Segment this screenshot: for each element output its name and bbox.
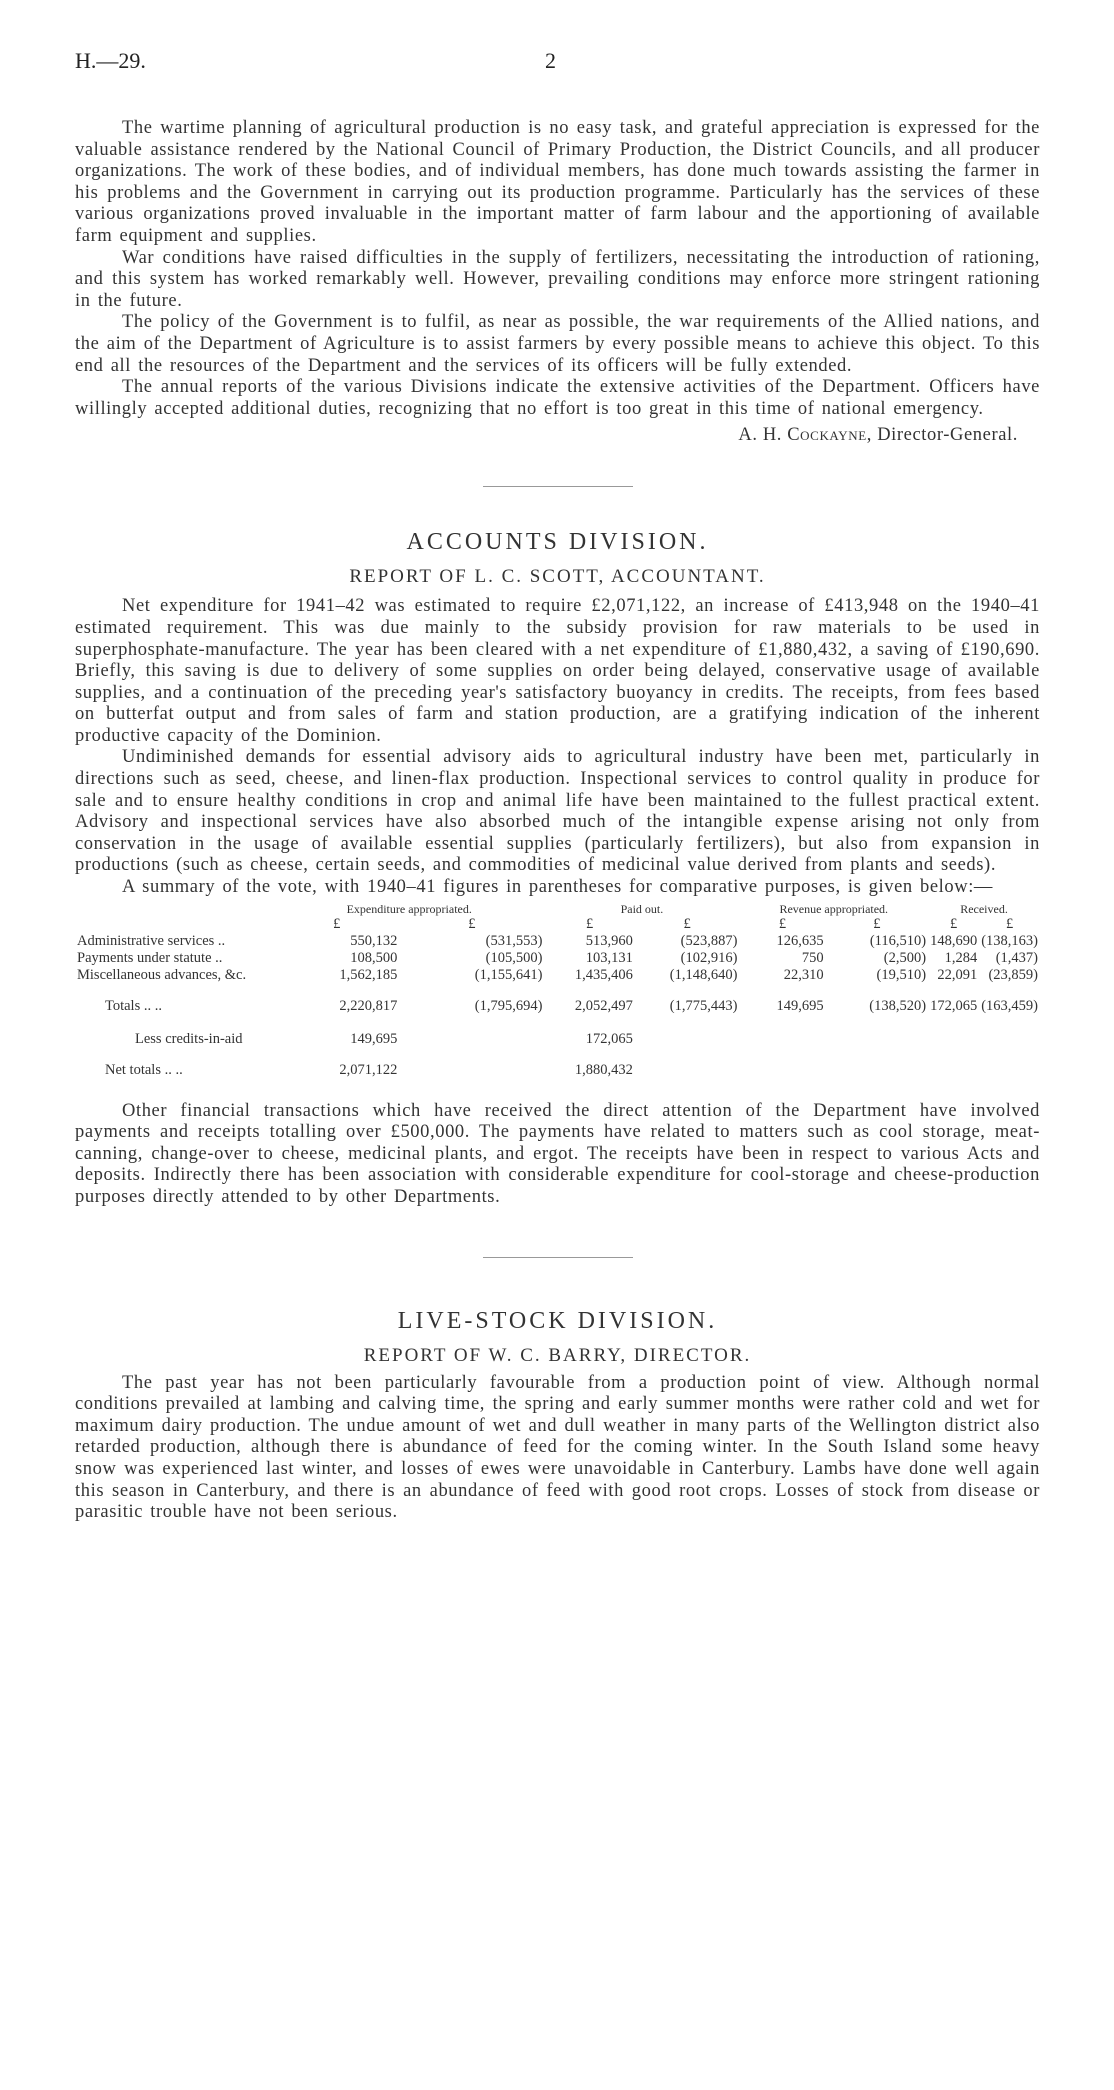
livestock-section (75, 1308, 1040, 1524)
signature-name: A. H. Cockayne, (738, 425, 872, 446)
cell: 2,052,497 (574, 997, 633, 1014)
document-code: H.—29. (75, 48, 146, 73)
cell: 126,635 (776, 932, 824, 949)
cell: (1,155,641) (474, 966, 543, 983)
cell: (138,520) (869, 997, 927, 1014)
page-body (75, 0, 1040, 1524)
cell: (1,795,694) (474, 997, 543, 1014)
section-subtitle: REPORT OF L. C. SCOTT, ACCOUNTANT. (349, 566, 766, 588)
currency-symbol: £ (1005, 915, 1014, 932)
currency-symbol: £ (468, 915, 476, 932)
table-row (75, 950, 1040, 967)
column-header: Expenditure appropriated. (346, 901, 472, 916)
cell: 149,695 (776, 997, 824, 1014)
paragraph: Other financial transactions which have received the direct attention of the Department have involved payments and receipts totalling over £500,000. The payments have related to matters such as cool storage, meat-canning, change-over to cheese, medicinal plants, and ergot. The receipts have been in respect to various Acts and deposits. Indirectly there has been association with considerable expenditure for cool-storage and cheese-production purposes directly attended to by other Departments. (75, 1100, 1040, 1207)
currency-symbol: £ (873, 915, 881, 932)
cell: 550,132 (350, 932, 398, 949)
cell: 103,131 (585, 949, 633, 966)
cell: (19,510) (876, 966, 927, 983)
page-number: 2 (545, 48, 556, 73)
cell: 172,065 (585, 1030, 633, 1047)
intro-section (75, 118, 1040, 446)
row-label: Totals .. .. (105, 997, 162, 1014)
row-label: Administrative services .. (77, 932, 226, 949)
section-title: ACCOUNTS DIVISION. (406, 529, 709, 556)
cell: 1,562,185 (339, 966, 398, 983)
cell: 108,500 (350, 949, 398, 966)
cell: 1,435,406 (574, 966, 633, 983)
table-row (75, 933, 1040, 950)
less-credits-row (75, 1031, 1040, 1048)
cell: (2,500) (883, 949, 927, 966)
currency-symbol: £ (950, 915, 958, 932)
cell: 149,695 (350, 1030, 398, 1047)
currency-symbol: £ (683, 915, 691, 932)
cell: 750 (801, 949, 824, 966)
paragraph: The policy of the Government is to fulfil, as near as possible, the war requirements of the Allied nations, and the aim of the Department of Agriculture is to assist farmers by every possible means to achieve this object. To this end all the resources of the Department and the services of its officers will be fully extended. (75, 312, 1040, 376)
cell: 513,960 (585, 932, 633, 949)
cell: 22,310 (783, 966, 824, 983)
column-header: Paid out. (620, 901, 664, 916)
paragraph: A summary of the vote, with 1940–41 figures in parentheses for comparative purposes, is given below:— (122, 877, 994, 898)
row-label: Miscellaneous advances, &c. (77, 966, 247, 983)
paragraph: The wartime planning of agricultural production is no easy task, and grateful appreciation is expressed for the valuable assistance rendered by the National Council of Primary Production, the District Councils, and all producer organizations. The work of these bodies, and of individual members, has done much towards assisting the farmer in his problems and the Government in carrying out its production programme. Particularly has the services of these various organizations proved invaluable in the important matter of farm labour and the apportioning of available farm equipment and supplies. (75, 118, 1040, 246)
cell: (23,859) (988, 966, 1038, 983)
column-header: Received. (960, 901, 1008, 916)
cell: (105,500) (485, 949, 543, 966)
cell: (523,887) (680, 932, 738, 949)
cell: (531,553) (485, 932, 543, 949)
cell: 2,220,817 (339, 997, 398, 1014)
section-subtitle: REPORT OF W. C. BARRY, DIRECTOR. (363, 1344, 752, 1366)
cell: (102,916) (680, 949, 738, 966)
signature (75, 424, 1040, 446)
net-totals-row (75, 1062, 1040, 1079)
cell: 22,091 (937, 966, 978, 983)
accounts-section (75, 529, 1040, 1208)
cell: 172,065 (930, 997, 978, 1014)
signature-title: Director-General. (871, 425, 1018, 446)
row-label: Payments under statute .. (77, 949, 223, 966)
cell: 2,071,122 (339, 1061, 398, 1078)
currency-row (75, 916, 1040, 933)
cell: (1,775,443) (669, 997, 738, 1014)
row-label: Less credits-in-aid (135, 1030, 243, 1047)
vote-summary-table (75, 903, 1040, 1079)
cell: (116,510) (869, 932, 927, 949)
section-title: LIVE-STOCK DIVISION. (397, 1307, 718, 1334)
row-label: Net totals .. .. (105, 1061, 183, 1078)
currency-symbol: £ (778, 915, 787, 932)
column-header: Revenue appropriated. (779, 901, 889, 916)
paragraph: The annual reports of the various Divisions indicate the extensive activities of the Department. Officers have willingly accepted additional duties, recognizing that no effort is too great in this time of national emergency. (75, 377, 1040, 419)
currency-symbol: £ (333, 915, 341, 932)
currency-symbol: £ (586, 915, 594, 932)
paragraph: Undiminished demands for essential advisory aids to agricultural industry have been met, particularly in directions such as seed, cheese, and linen-flax production. Inspectional services to control quality in produce for sale and to ensure healthy conditions in crop and animal life have been maintained to the fullest practical extent. Advisory and inspectional services have also absorbed much of the intangible expense arising not only from conservation in the usage of available essential supplies (particularly fertilizers), but also from expansion in productions (such as cheese, certain seeds, and commodities of medicinal value derived from plants and seeds). (75, 747, 1040, 876)
totals-row (75, 998, 1040, 1015)
cell: 1,880,432 (574, 1061, 633, 1078)
cell: 148,690 (930, 932, 978, 949)
cell: (163,459) (981, 997, 1038, 1014)
cell: (1,148,640) (669, 966, 738, 983)
paragraph: War conditions have raised difficulties in the supply of fertilizers, necessitating the introduction of rationing, and this system has worked remarkably well. However, prevailing conditions may enforce more stringent rationing in the future. (75, 247, 1040, 311)
paragraph: The past year has not been particularly favourable from a production point of view. Although normal conditions prevailed at lambing and calving time, the spring and early summer months were rather cold and wet for maximum dairy production. The undue amount of wet and dull weather in many parts of the Wellington district also retarded production, although there is abundance of feed for the coming winter. In the South Island some heavy snow was experienced last winter, and losses of ewes were unavoidable in Canterbury. Lambs have done well again this season in Canterbury, and there is an abundance of feed with good root crops. Losses of stock from disease or parasitic trouble have not been serious. (75, 1372, 1040, 1523)
cell: (1,437) (995, 949, 1038, 966)
paragraph: Net expenditure for 1941–42 was estimated to require £2,071,122, an increase of £413,948 on the 1940–41 estimated requirement. This was due mainly to the subsidy provision for raw materials to be used in superphosphate-manufacture. The year has been cleared with a net expenditure of £1,880,432, a saving of £190,690. Briefly, this saving is due to delivery of some supplies on order being delayed, conservative usage of available supplies, and a continuation of the preceding year's satisfactory buoyancy in credits. The receipts, from fees based on butterfat output and from sales of farm and station production, are a gratifying indication of the inherent productive capacity of the Dominion. (75, 596, 1040, 746)
cell: 1,284 (944, 949, 978, 966)
table-row (75, 967, 1040, 984)
cell: (138,163) (981, 932, 1038, 949)
